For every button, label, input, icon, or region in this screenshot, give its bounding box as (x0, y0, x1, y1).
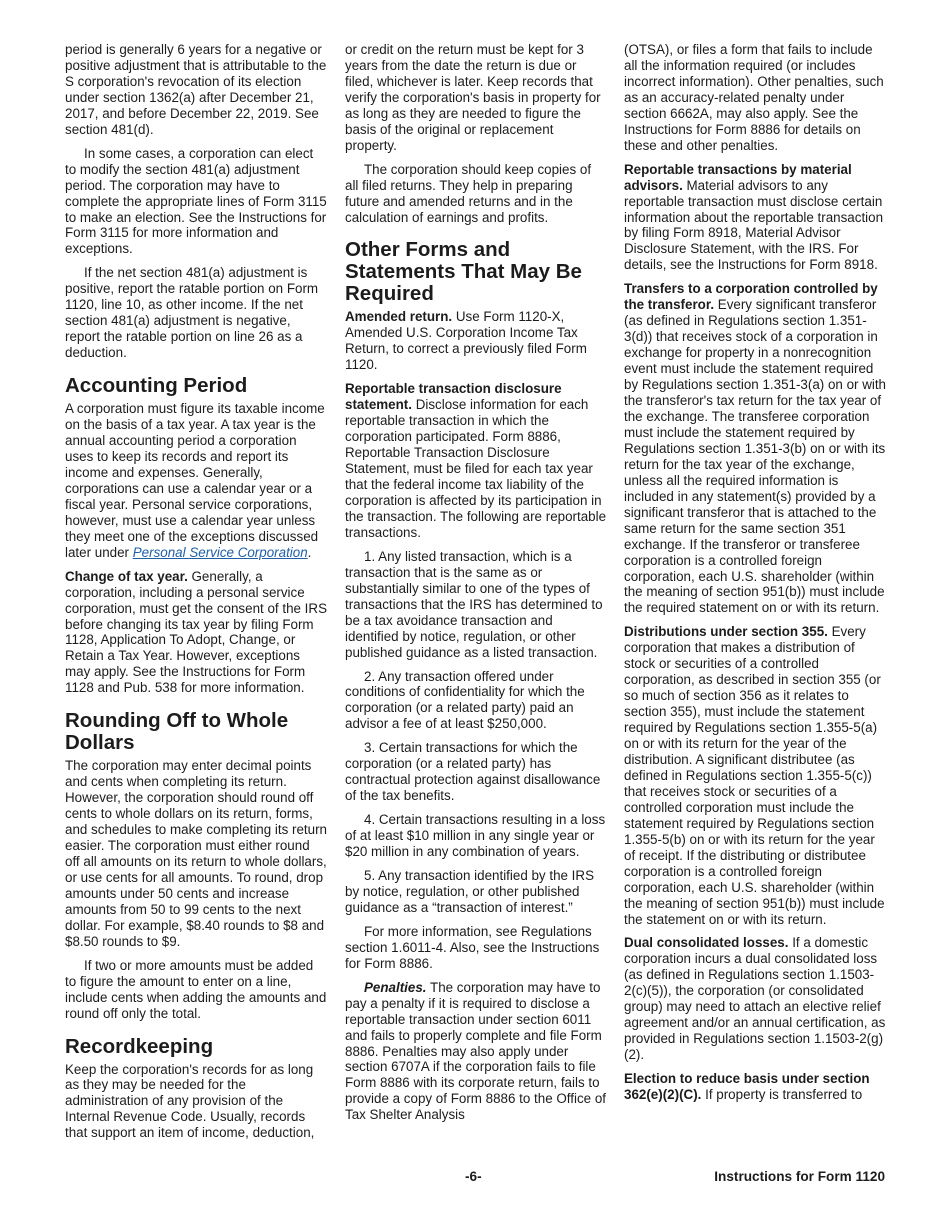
run-in-heading: Transfers to a corporation controlled by the transferor. (624, 281, 878, 313)
personal-service-corporation-link[interactable]: Personal Service Corporation (132, 544, 308, 560)
heading-recordkeeping: Recordkeeping (65, 1034, 214, 1058)
paragraph: In some cases, a corporation can elect to modify the section 481(a) adjustment period. The corporation may have to complete the appropriate lines of Form 3115 to make an election. See the Instructions for Form 3115 for more information and exceptions. (65, 145, 327, 257)
list-item: 2. Any transaction offered under conditions of confidentiality for which the corporation (or a related party) paid an advisor a fee of at least $250,000. (345, 668, 585, 732)
text: The corporation may have to pay a penalty if it is required to disclose a reportable transaction under section 6011 and fails to properly complete and file Form 8886. Penalties may also apply under section 6707A if the corporation fails to file Form 8886 with its corporate return, fails to provide a copy of Form 8886 to the Office of Tax Shelter Analysis (345, 979, 607, 1123)
paragraph: If two or more amounts must be added to figure the amount to enter on a line, include cents when adding the amounts and round off only the total. (65, 957, 327, 1021)
paragraph: period is generally 6 years for a negative or positive adjustment that is attributable to the S corporation's revocation of its election under section 1362(a) after December 21, 2017, and before December 22, 2019. See section 481(d). (65, 42, 327, 137)
run-in-heading: Penalties. (364, 979, 427, 995)
text: Generally, a corporation, including a personal service corporation, must get the consent of the IRS before changing its tax year by filing Form 1128, Application To Adopt, Change, or Retain a Tax Year. However, exceptions may apply. See the Instructions for Form 1128 and Pub. 538 for more information. (65, 568, 328, 696)
run-in-heading: Election to reduce basis under section 362(e)(2)(C). (624, 1071, 870, 1103)
form-reference: Instructions for Form 1120 (714, 1169, 885, 1184)
text: Material advisors to any reportable transaction must disclose certain information about the reportable transaction by filing Form 8918, Material Advisor Disclosure Statement, with the IRS. For details, see the Instructions for Form 8918. (624, 177, 884, 273)
list-item: 4. Certain transactions resulting in a loss of at least $10 million in any single year or $20 million in any combination of years. (345, 812, 606, 860)
paragraph (624, 162, 886, 274)
paragraph (624, 624, 886, 927)
paragraph: If the net section 481(a) adjustment is positive, report the ratable portion on Form 1120, line 10, as other income. If the net section 481(a) adjustment is negative, report the ratable portion on line 26 as a deduction. (65, 265, 319, 361)
paragraph (65, 401, 327, 561)
heading-accounting-period: Accounting Period (65, 374, 248, 398)
text: Use Form 1120-X, Amended U.S. Corporation Income Tax Return, to correct a previously filed Form 1120. (345, 309, 587, 373)
paragraph: (OTSA), or files a form that fails to include all the information required (or includes incorrect information). Other penalties, such as an accuracy-related penalty under section 6662A, may also apply. See the Instructions for Form 8886 for details on these and other penalties. (624, 42, 884, 153)
heading-rounding: Rounding Off to Whole Dollars (65, 709, 289, 755)
paragraph (624, 281, 886, 616)
run-in-heading: Change of tax year. (65, 568, 188, 584)
run-in-heading: Amended return. (345, 309, 453, 325)
list-item: 1. Any listed transaction, which is a transaction that is the same as or substantially similar to one of the types of transactions that the IRS has determined to be a tax avoidance transaction and identified by notice, regulation, or other published guidance as a listed transaction. (345, 548, 603, 660)
page-number: -6- (465, 1169, 482, 1184)
paragraph (345, 980, 607, 1124)
paragraph (65, 569, 327, 697)
column-right (624, 42, 886, 1111)
column-middle (345, 42, 607, 1131)
column-left (65, 42, 327, 1149)
text: A corporation must figure its taxable income on the basis of a tax year. A tax year is the annual accounting period a corporation uses to keep its records and report its income and expenses. Generally, corporations can use a calendar year or a fiscal year. Personal service corporations, however, must use a calendar year unless they meet one of the exceptions discussed later under (65, 401, 325, 560)
paragraph (345, 309, 607, 373)
text: Disclose information for each reportable transaction in which the corporation participated. Form 8886, Reportable Transaction Disclosure Statement, must be filed for each tax year that the federal income tax liability of the corporation is affected by its participation in the transaction. The following are reportable transactions. (345, 397, 607, 540)
heading-other-forms: Other Forms and Statements That May Be Required (345, 238, 582, 306)
run-in-heading: Reportable transaction disclosure statement. (345, 381, 562, 413)
paragraph: For more information, see Regulations section 1.6011-4. Also, see the Instructions for Form 8886. (345, 923, 600, 971)
paragraph: The corporation should keep copies of all filed returns. They help in preparing future and amended returns and in the calculation of earnings and profits. (345, 161, 592, 225)
list-item: 5. Any transaction identified by the IRS by notice, regulation, or other published guidance as a “transaction of interest.” (345, 867, 595, 915)
text: Every corporation that makes a distribution of stock or securities of a controlled corporation, as described in section 355 (or so much of section 356 as it relates to section 355), must include the statement required by Regulations section 1.355-5(a) on or with its return for the year of the distribution. A significant distributee (as defined in Regulations section 1.355-5(c)) that receives stock or securities of a controlled corporation must include the statement required by Regulations section 1.355-5(b) on or with its return for the year of receipt. If the distributing or distributee corporation is a controlled foreign corporation, each U.S. shareholder (within the meaning of section 951(b)) must include the statement on or with its return. (624, 624, 885, 927)
text: If a domestic corporation incurs a dual consolidated loss (as defined in Regulations section 1.1503-2(c)(5)), the corporation (or consolidated group) may need to attach an elective relief agreement and/or an annual certification, as provided in Regulations section 1.1503-2(g)(2). (624, 935, 886, 1063)
paragraph: or credit on the return must be kept for 3 years from the date the return is due or filed, whichever is later. Keep records that verify the corporation's basis in property for as long as they are needed to figure the basis of the original or replacement property. (345, 42, 601, 153)
paragraph (345, 381, 607, 541)
list-item: 3. Certain transactions for which the corporation (or a related party) has contractual protection against disallowance of the tax benefits. (345, 740, 601, 804)
text: Every significant transferor (as defined in Regulations section 1.351-3(d)) that receives stock of a corporation in exchange for property in a nonrecognition event must include the statement required by Regulations section 1.351-3(a) on or with the transferor's tax return for the tax year of the exchange. The transferee corporation must include the statement required by Regulations section 1.351-3(b) on or with its return for the tax year of the exchange, unless all the required information is included in any statement(s) provided by a significant transferor that is attached to the same return for the same section 351 exchange. If the transferor or transferee corporation is a controlled foreign corporation, each U.S. shareholder (within the meaning of section 951(b)) must include the required statement on or with its return. (624, 297, 887, 616)
run-in-heading: Reportable transactions by material advisors. (624, 161, 852, 193)
run-in-heading: Dual consolidated losses. (624, 935, 789, 951)
paragraph: Keep the corporation's records for as long as they may be needed for the administration of any provision of the Internal Revenue Code. Usually, records that support an item of income, deduction, (65, 1061, 315, 1141)
run-in-heading: Distributions under section 355. (624, 624, 828, 640)
paragraph (624, 1071, 886, 1103)
paragraph (624, 935, 886, 1063)
text: If property is transferred to (701, 1087, 863, 1103)
paragraph: The corporation may enter decimal points and cents when completing its return. However, the corporation should round off cents to whole dollars on its return, forms, and schedules to make completing its return easier. The corporation must either round off all amounts on its return to whole dollars, or use cents for all amounts. To round, drop amounts under 50 cents and increase amounts from 50 to 99 cents to the next dollar. For example, $8.40 rounds to $8 and $8.50 rounds to $9. (65, 758, 328, 949)
text: . (307, 544, 312, 560)
